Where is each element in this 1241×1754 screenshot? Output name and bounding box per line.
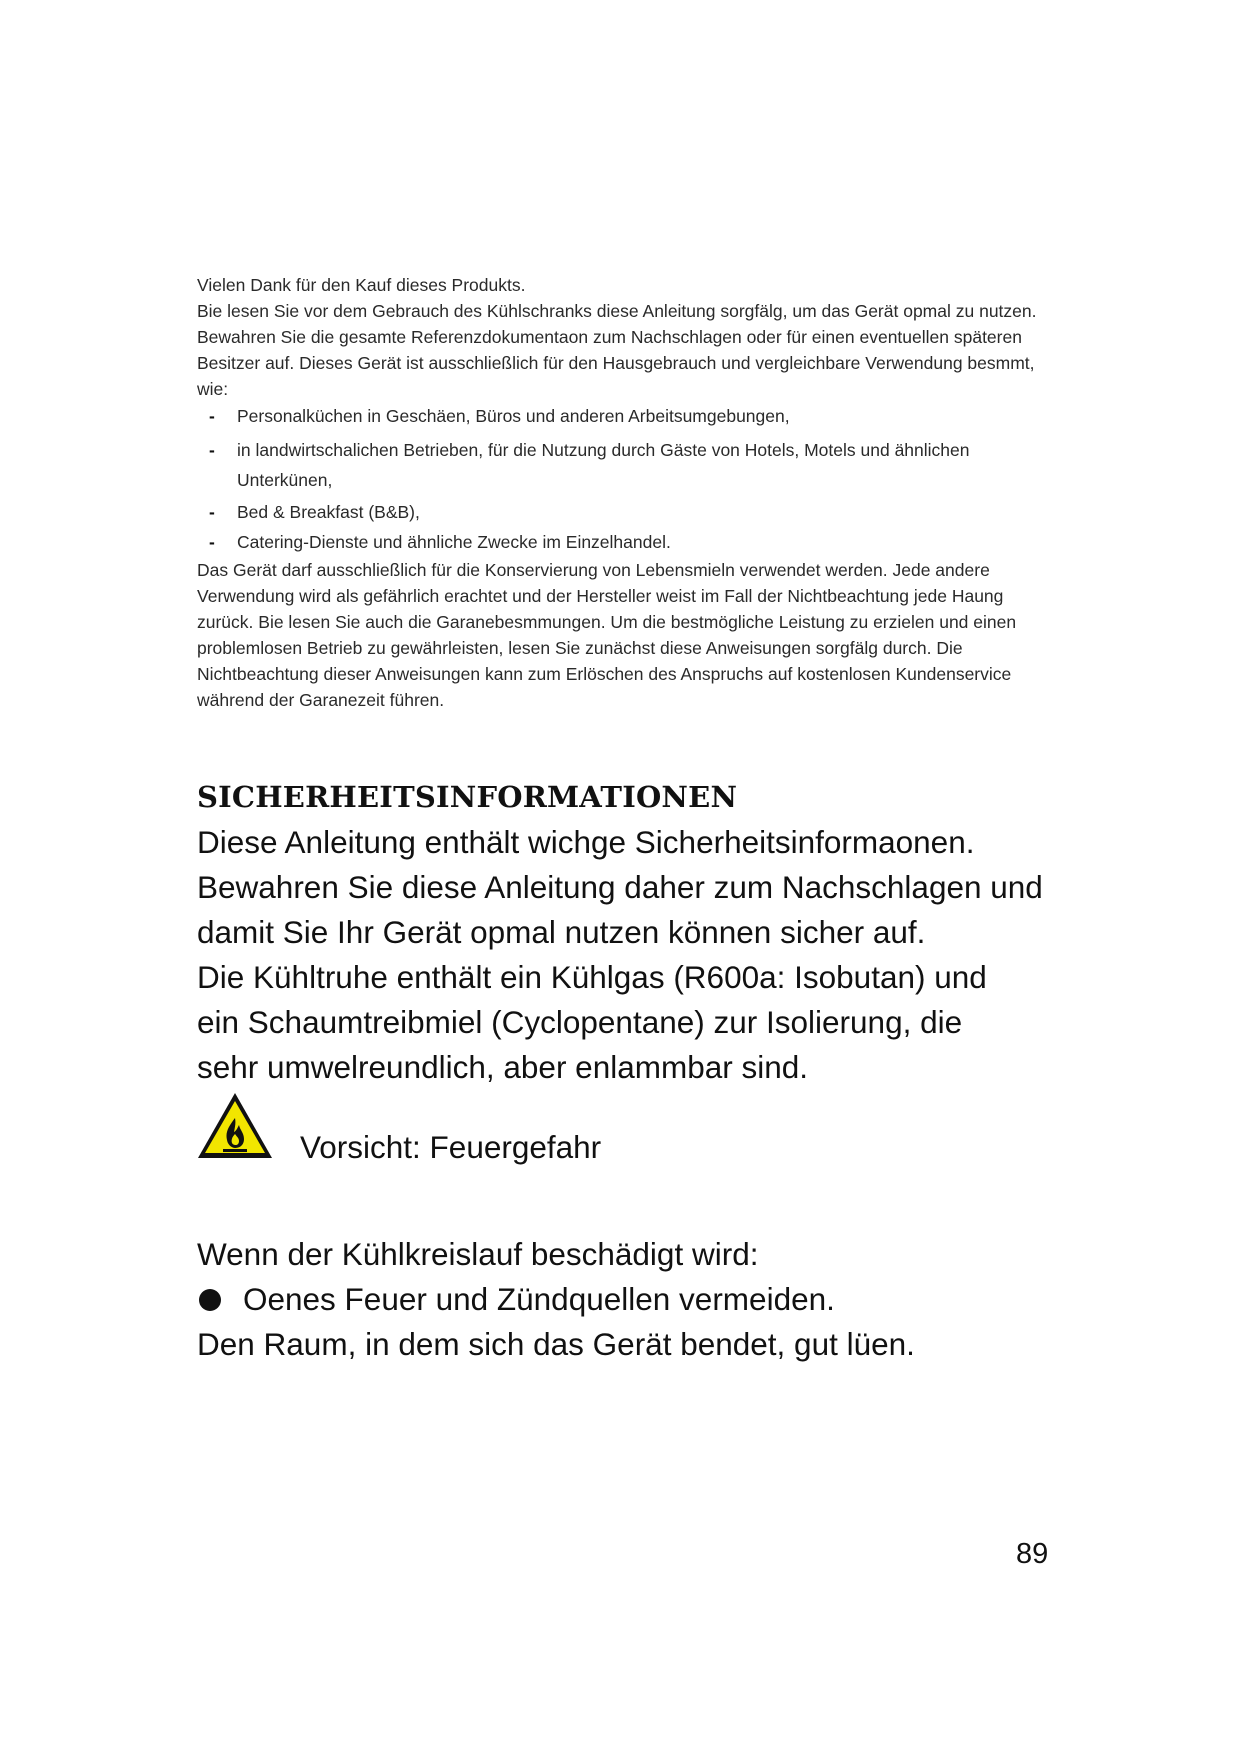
ventilate-line: Den Raum, in dem sich das Gerät bendet, gut lüen. (197, 1326, 915, 1362)
bullet-icon (199, 1289, 221, 1311)
flammable-warning-icon (195, 1090, 275, 1162)
list-item: - Catering-Dienste und ähnliche Zwecke im Einzelhandel. (209, 529, 1057, 555)
page-number: 89 (1016, 1538, 1049, 1570)
fire-warning (195, 1090, 795, 1170)
warning-label: Vorsicht: Feuergefahr (300, 1129, 602, 1165)
dash-icon: - (209, 502, 215, 522)
safety-line: sehr umwelreundlich, aber enlammbar sind. (197, 1049, 809, 1085)
dash-icon: - (209, 440, 215, 460)
list-item: Oenes Feuer und Zündquellen vermeiden. (197, 1277, 1157, 1322)
thanks-line: Vielen Dank für den Kauf dieses Produkts. (197, 275, 526, 295)
usage-list (197, 403, 1057, 555)
safety-line: Diese Anleitung enthält wichge Sicherheitsinformaonen. (197, 824, 975, 860)
list-item: - Bed & Breakfast (B&B), (209, 499, 1057, 525)
dash-icon: - (209, 406, 215, 426)
dash-icon: - (209, 532, 215, 552)
closing-paragraph: Das Gerät darf ausschließlich für die Konservierung von Lebensmieln verwendet werden. Jede andere Verwendung wird als gefährlich erachtet und der Hersteller weist im Fall der Nichtbeachtung jede Haung zurück. Bie lesen Sie auch die Garanebesmmungen. Um die bestmögliche Leistung zu erzielen und einen problemlosen Betrieb zu gewährleisten, lesen Sie zunächst diese Anweisungen sorgfälg durch. Die Nichtbeachtung dieser Anweisungen kann zum Erlöschen des Anspruchs auf kostenlosen Kundenservice während der Garanezeit führen. (197, 560, 1017, 710)
damage-intro: Wenn der Kühlkreislauf beschädigt wird: (197, 1236, 759, 1272)
list-item: - in landwirtschalichen Betrieben, für die Nutzung durch Gäste von Hotels, Motels und ähnlichen Unterkünen, (209, 435, 1057, 495)
safety-line: Bewahren Sie diese Anleitung daher zum Nachschlagen und (197, 869, 1043, 905)
list-item: - Personalküchen in Geschäen, Büros und anderen Arbeitsumgebungen, (209, 403, 1057, 429)
intro-section (197, 272, 1057, 713)
damage-section (197, 1232, 1157, 1367)
safety-line: Die Kühltruhe enthält ein Kühlgas (R600a: Isobutan) und (197, 959, 987, 995)
safety-heading: SICHERHEITSINFORMATIONEN (197, 780, 738, 814)
safety-text (197, 820, 1157, 1090)
safety-line: ein Schaumtreibmiel (Cyclopentane) zur Isolierung, die (197, 1004, 963, 1040)
intro-paragraph: Bie lesen Sie vor dem Gebrauch des Kühlschranks diese Anleitung sorgfälg, um das Gerät opmal zu nutzen. Bewahren Sie die gesamte Referenzdokumentaon zum Nachschlagen oder für einen eventuellen späteren Besitzer auf. Dieses Gerät ist ausschließlich für den Hausgebrauch und vergleichbare Verwendung besmmt, wie: (197, 301, 1037, 399)
safety-line: damit Sie Ihr Gerät opmal nutzen können sicher auf. (197, 914, 926, 950)
